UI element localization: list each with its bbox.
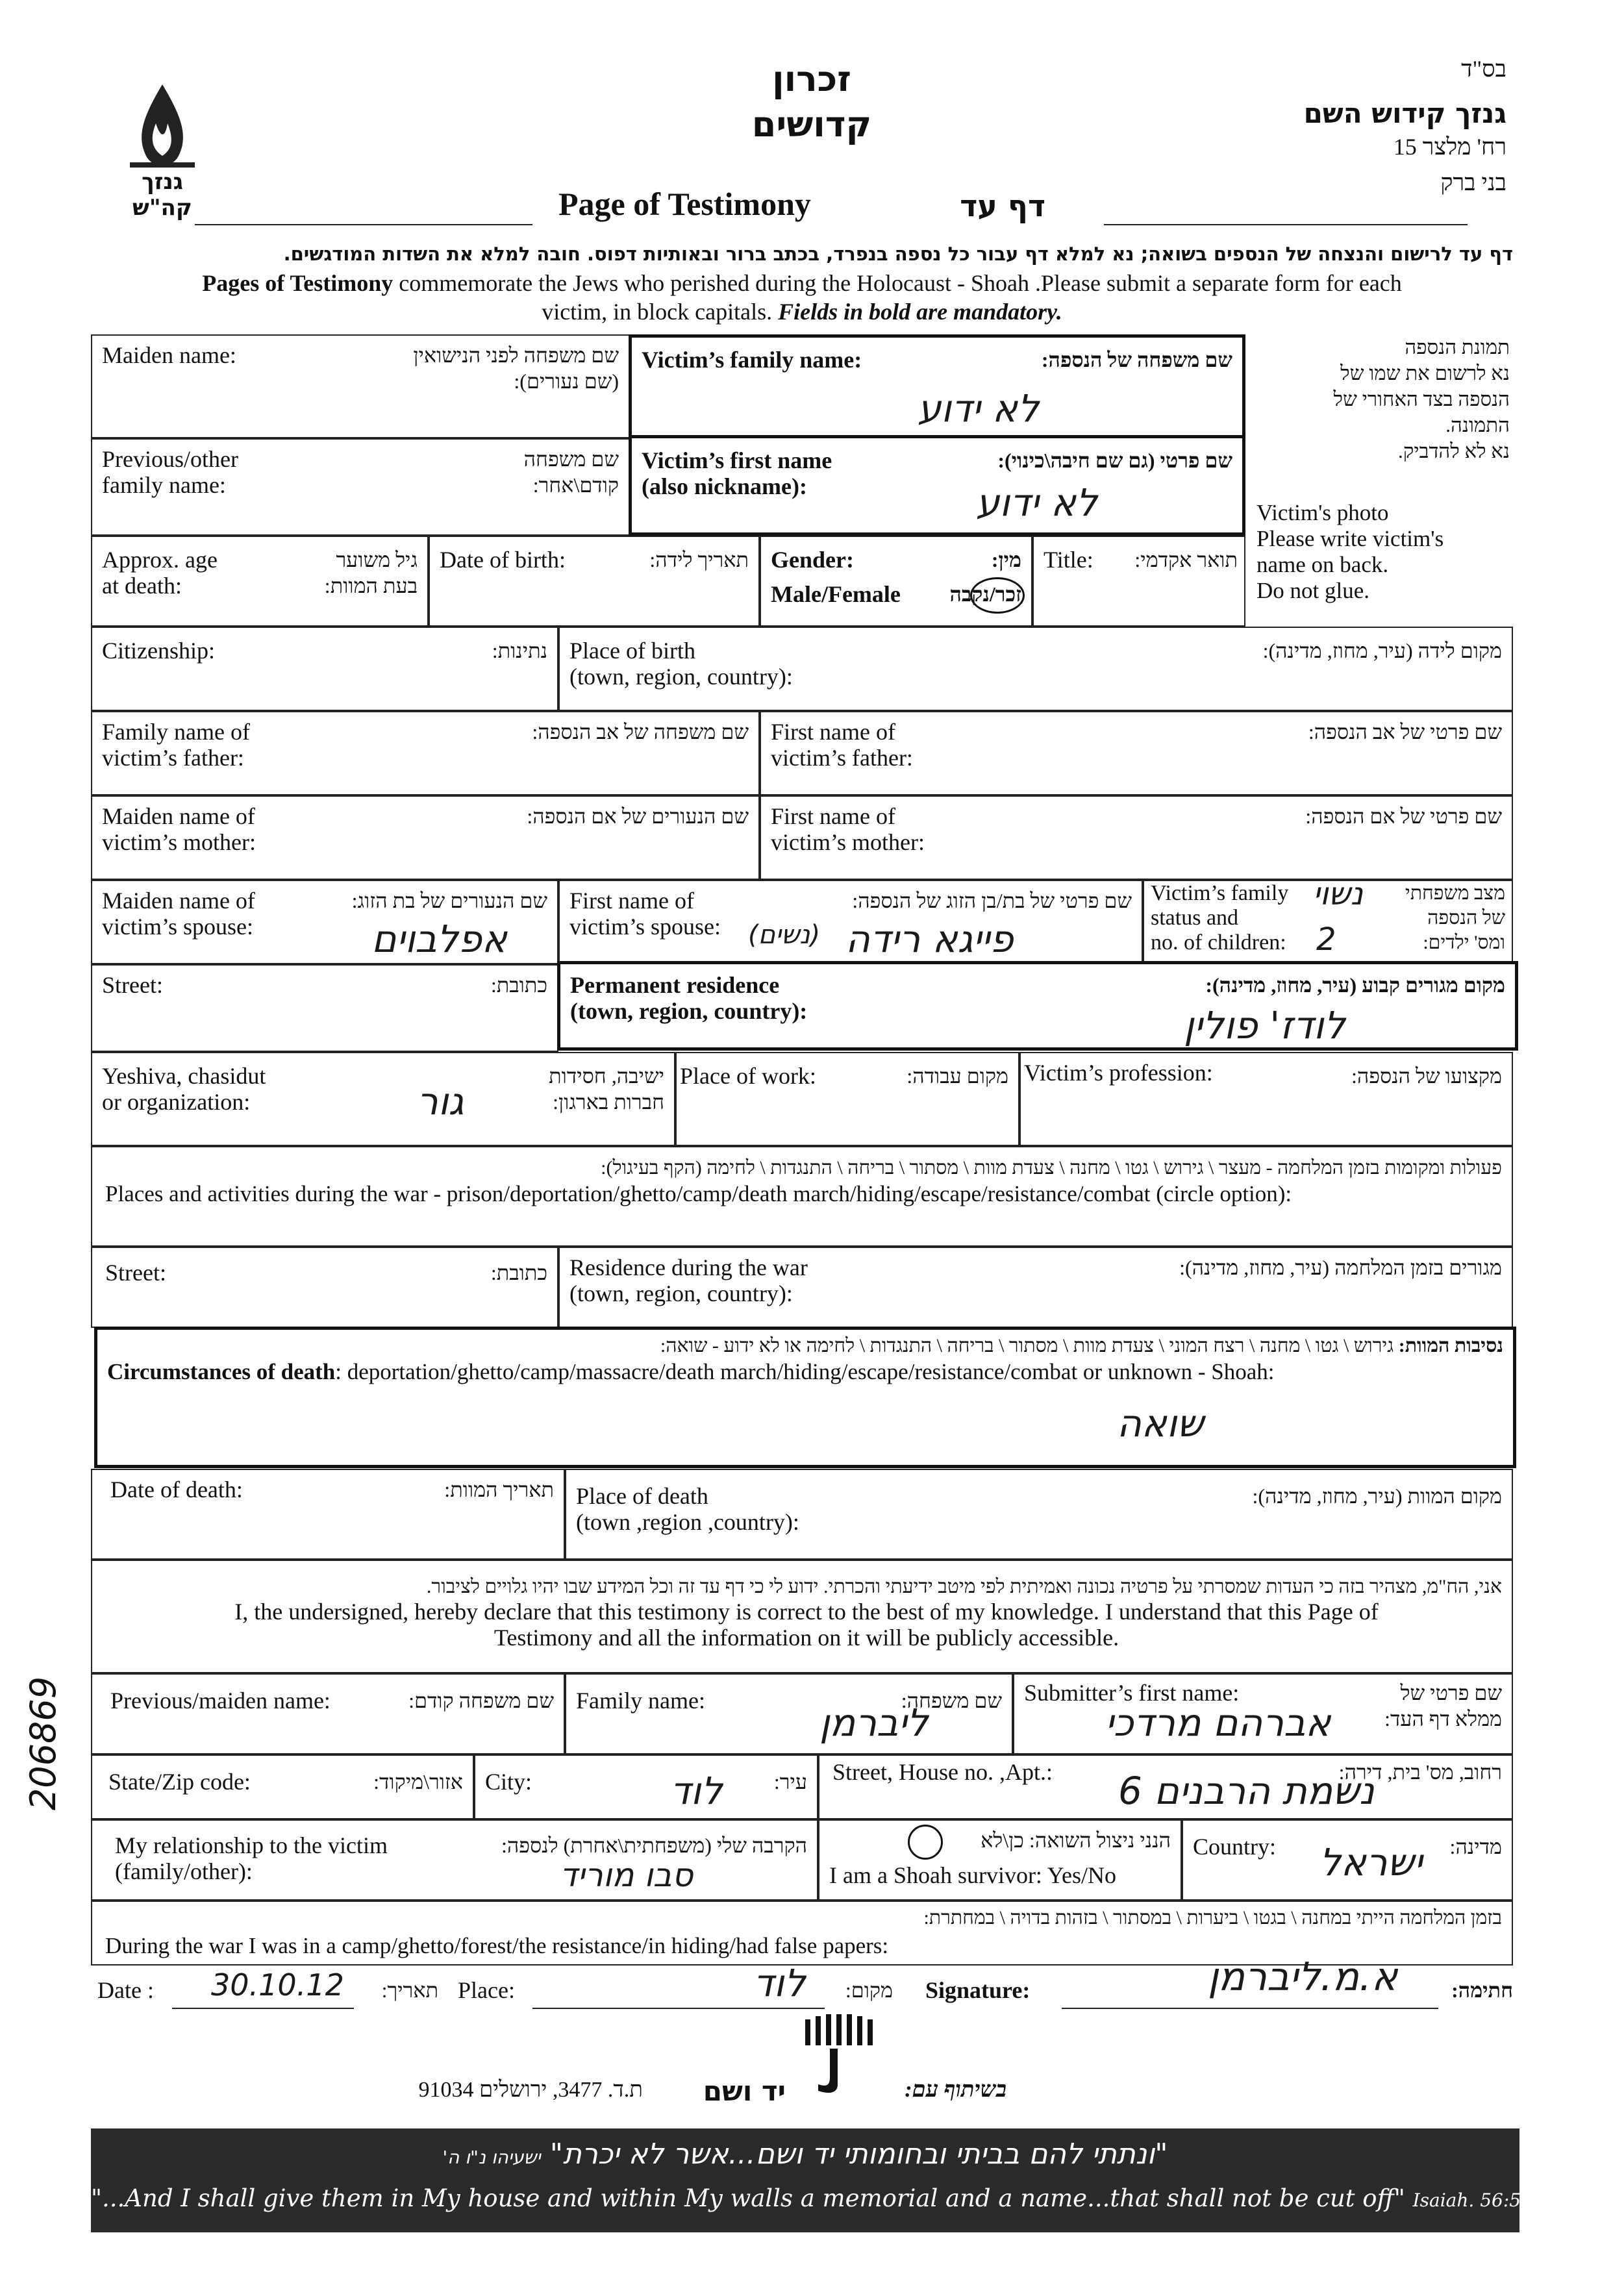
place-value: לוד <box>753 1961 806 2005</box>
spouse-first-name-field[interactable]: First name of victim’s spouse: שם פרטי של בת/בן הזוג של הנספה: פייגא רידה (נשים) <box>558 880 1143 964</box>
footer-band <box>91 2128 1519 2232</box>
submitter-street-field[interactable]: Street, House no. ,Apt.: רחוב, מס' בית, דירה: נשמת הרבנים 6 <box>818 1754 1513 1819</box>
maiden-name-field[interactable]: Maiden name: שם משפחה לפני הנישואין (שם נעורים): <box>91 334 630 438</box>
date-label: Date : <box>97 1977 154 2003</box>
father-family-name-field[interactable]: Family name of victim’s father: שם משפחה של אב הנספה: <box>91 711 760 795</box>
menorah-hand-icon <box>799 2013 877 2104</box>
submitter-country-value: ישראל <box>1319 1840 1423 1884</box>
spouse-maiden-name-field[interactable]: Maiden name of victim’s spouse: שם הנעורים של בת הזוג: אפלבוים <box>91 880 558 964</box>
signature-label: Signature: <box>925 1977 1031 2003</box>
father-first-name-field[interactable]: First name of victim’s father: שם פרטי של אב הנספה: <box>760 711 1513 795</box>
place-label: Place: <box>458 1977 515 2003</box>
children-count-value: 2 <box>1316 921 1336 958</box>
places-activities-field[interactable]: פעולות ומקומות בזמן המלחמה - מעצר \ גירוש \ גטו \ מחנה \ צעדת מוות \ מסתור \ בריחה \ התנגדות \ לחימה (הקף בעיגול): Places and activities during the war - prison/deportation/ghetto/camp/death march/hiding/escape/resistance/combat (circle option): <box>91 1146 1513 1247</box>
archive-street: רח' מלצר 15 <box>1393 134 1506 160</box>
victim-first-name-value: לא ידוע <box>976 480 1097 525</box>
submitter-city-field[interactable]: City: עיר: לוד <box>474 1754 818 1819</box>
logo-text: גנזך קה"ש <box>132 169 192 221</box>
submitter-relationship-value: סבו מוריד <box>560 1856 694 1894</box>
place-of-death-field[interactable]: Place of death (town ,region ,country): מקום המוות (עיר, מחוז, מדינה): <box>565 1469 1513 1560</box>
date-line <box>172 2008 354 2009</box>
footer-verse-he: "ונתתי להם בביתי ובחומותי יד ושם...אשר לא יכרת" ישעיהו נ"ו ה' <box>442 2138 1168 2171</box>
partner-name: יד ושם <box>703 2075 786 2107</box>
submitter-during-war-field[interactable]: בזמן המלחמה הייתי במחנה \ בגטו \ ביערות \ במסתור \ בזהות בדויה \ במחתרת: During the war I was in a camp/ghetto/forest/the resistance/in hiding/had false papers: <box>91 1901 1513 1965</box>
submitter-city-value: לוד <box>670 1769 723 1813</box>
submitter-relationship-field[interactable]: My relationship to the victim (family/other): הקרבה שלי (משפחתית\אחרת) לנספה: סבו מוריד <box>91 1819 818 1901</box>
gender-circle-mark <box>970 577 1025 614</box>
photo-label-en: Victim's photo Please write victim's name on back. Do not glue. <box>1256 500 1444 603</box>
submitter-country-field[interactable]: Country: מדינה: ישראל <box>1182 1819 1513 1901</box>
signature-value: א.מ.ליברמן <box>1208 1954 1398 2000</box>
yeshiva-field[interactable]: Yeshiva, chasidut or organization: ישיבה, חסידות חברות בארגון: גור <box>91 1052 675 1146</box>
spouse-maiden-name-value: אפלבוים <box>371 917 507 961</box>
submitter-family-name-value: ליברמן <box>819 1701 929 1745</box>
top-right-mark: בס"ד <box>1461 56 1506 82</box>
previous-family-name-field[interactable]: Previous/other family name: שם משפחה קודם\אחר: <box>91 438 630 536</box>
spouse-first-name-note: (נשים) <box>748 920 821 950</box>
place-of-work-field[interactable]: Place of work: מקום עבודה: <box>675 1052 1019 1146</box>
war-street-field[interactable]: Street: כתובת: <box>91 1247 558 1328</box>
signature-label-he: חתימה: <box>1451 1978 1513 2002</box>
circumstances-of-death-field[interactable]: נסיבות המוות: גירוש \ גטו \ מחנה \ רצח המוני \ צעדת מוות \ מסתור \ בריחה \ התנגדות \ לחימה או לא ידוע - שואה: Circumstances of death: deportation/ghetto/camp/massacre/death march/hiding/escape/resistance/combat or unknown - Shoah: שואה <box>94 1327 1516 1468</box>
side-number: 206869 <box>23 1676 64 1811</box>
street-field[interactable]: Street: כתובת: <box>91 964 558 1052</box>
mother-first-name-field[interactable]: First name of victim’s mother: שם פרטי של אם הנספה: <box>760 795 1513 880</box>
submitter-family-name-field[interactable]: Family name: שם משפחה: ליברמן <box>565 1673 1013 1754</box>
archive-city: בני ברק <box>1440 169 1506 195</box>
victim-family-name-value: לא ידוע <box>918 386 1039 430</box>
title-he-page: דף עד <box>960 188 1045 223</box>
victim-family-name-field[interactable]: Victim’s family name: שם משפחה של הנספה: לא ידוע <box>629 334 1245 438</box>
signature-line <box>1062 2008 1438 2009</box>
submitter-state-zip-field[interactable]: State/Zip code: אזור\מיקוד: <box>91 1754 474 1819</box>
partner-label: בשיתוף עם: <box>905 2078 1006 2102</box>
submitter-survivor-field[interactable]: הנני ניצול השואה: כן\לא I am a Shoah survivor: Yes/No <box>818 1819 1182 1901</box>
war-residence-field[interactable]: Residence during the war (town, region, country): מגורים בזמן המלחמה (עיר, מחוז, מדינה): <box>558 1247 1513 1328</box>
title-rule-left <box>195 224 532 225</box>
title-he-line1: זכרון <box>772 58 851 99</box>
photo-label-he: תמונת הנספה נא לרשום את שמו של הנספה בצד האחורי של התמונה. נא לא להדביק. <box>1333 336 1510 462</box>
title-he-line2: קדושים <box>751 104 872 145</box>
archive-name: גנזך קידוש השם <box>1303 97 1506 129</box>
spouse-first-name-value: פייגא רידה <box>845 917 1014 961</box>
gender-field[interactable]: Gender: Male/Female מין: זכר/נקבה <box>760 536 1032 627</box>
date-of-death-field[interactable]: Date of death: תאריך המוות: <box>91 1469 565 1560</box>
yad-vashem-logo <box>799 2013 877 2104</box>
submitter-previous-name-field[interactable]: Previous/maiden name: שם משפחה קודם: <box>91 1673 565 1754</box>
permanent-residence-value: לודז' פולין <box>1184 1003 1345 1047</box>
date-value: 30.10.12 <box>211 1967 344 2003</box>
citizenship-field[interactable]: Citizenship: נתינות: <box>91 627 558 711</box>
footer-verse-en: "...And I shall give them in My house and within My walls a memorial and a name...that shall not be cut off" Isaiah. 56:5 <box>91 2184 1521 2212</box>
mother-maiden-name-field[interactable]: Maiden name of victim’s mother: שם הנעורים של אם הנספה: <box>91 795 760 880</box>
victim-first-name-field[interactable]: Victim’s first name (also nickname): שם פרטי (גם שם חיבה\כינוי): לא ידוע <box>629 435 1245 536</box>
place-of-birth-field[interactable]: Place of birth (town, region, country): מקום לידה (עיר, מחוז, מדינה): <box>558 627 1513 711</box>
title-field[interactable]: Title: תואר אקדמי: <box>1032 536 1245 627</box>
title-rule-right <box>1104 224 1468 225</box>
survivor-circle-mark <box>908 1825 943 1860</box>
profession-field[interactable]: Victim’s profession: מקצועו של הנספה: <box>1019 1052 1513 1146</box>
submitter-first-name-value: אברהם מרדכי <box>1105 1701 1331 1745</box>
submitter-first-name-field[interactable]: Submitter’s first name: שם פרטי של ממלא דף העד: אברהם מרדכי <box>1013 1673 1513 1754</box>
declaration-box: אני, הח"מ, מצהיר בזה כי העדות שמסרתי על פרטיה נכונה ואמיתית לפי מיטב ידיעתי והכרתי. ידוע לי כי דף עד זה וכל המידע שבו יהיו גלויים לציבור. I, the undersigned, hereby declare that this testimony is correct to the best of my knowledge. I understand that this Page of Testimony and all the information on it will be publicly accessible. <box>91 1560 1513 1673</box>
family-status-value: נשוי <box>1313 876 1364 912</box>
partner-address: ת.ד. 3477, ירושלים 91034 <box>418 2078 643 2102</box>
title-en: Page of Testimony <box>558 186 811 222</box>
place-label-he: מקום: <box>845 1978 893 2002</box>
date-label-he: תאריך: <box>381 1978 438 2002</box>
family-status-field[interactable]: Victim’s family status and no. of children: מצב משפחתי של הנספה ומס' ילדים: נשוי 2 <box>1143 880 1513 964</box>
date-of-birth-field[interactable]: Date of birth: תאריך לידה: <box>429 536 760 627</box>
circumstances-value: שואה <box>1117 1401 1204 1445</box>
intro-en: Pages of Testimony commemorate the Jews who perished during the Holocaust - Shoah .Please submit a separate form for each victim, in block capitals. Fields in bold are mandatory. <box>202 270 1402 325</box>
archive-logo <box>117 78 208 221</box>
place-line <box>532 2008 825 2009</box>
permanent-residence-field[interactable]: Permanent residence (town, region, country): מקום מגורים קבוע (עיר, מחוז, מדינה): לודז' פולין <box>557 961 1518 1051</box>
intro-he: דף עד לרישום והנצחה של הנספים בשואה; נא למלא דף עבור כל נספה בנפרד, בכתב ברור ובאותיות דפוס. חובה למלא את השדות המודגשים. <box>283 243 1513 265</box>
approx-age-field[interactable]: Approx. age at death: גיל משוער בעת המוות: <box>91 536 429 627</box>
submitter-street-value: נשמת הרבנים 6 <box>1118 1769 1375 1813</box>
yeshiva-value: גור <box>417 1079 464 1123</box>
